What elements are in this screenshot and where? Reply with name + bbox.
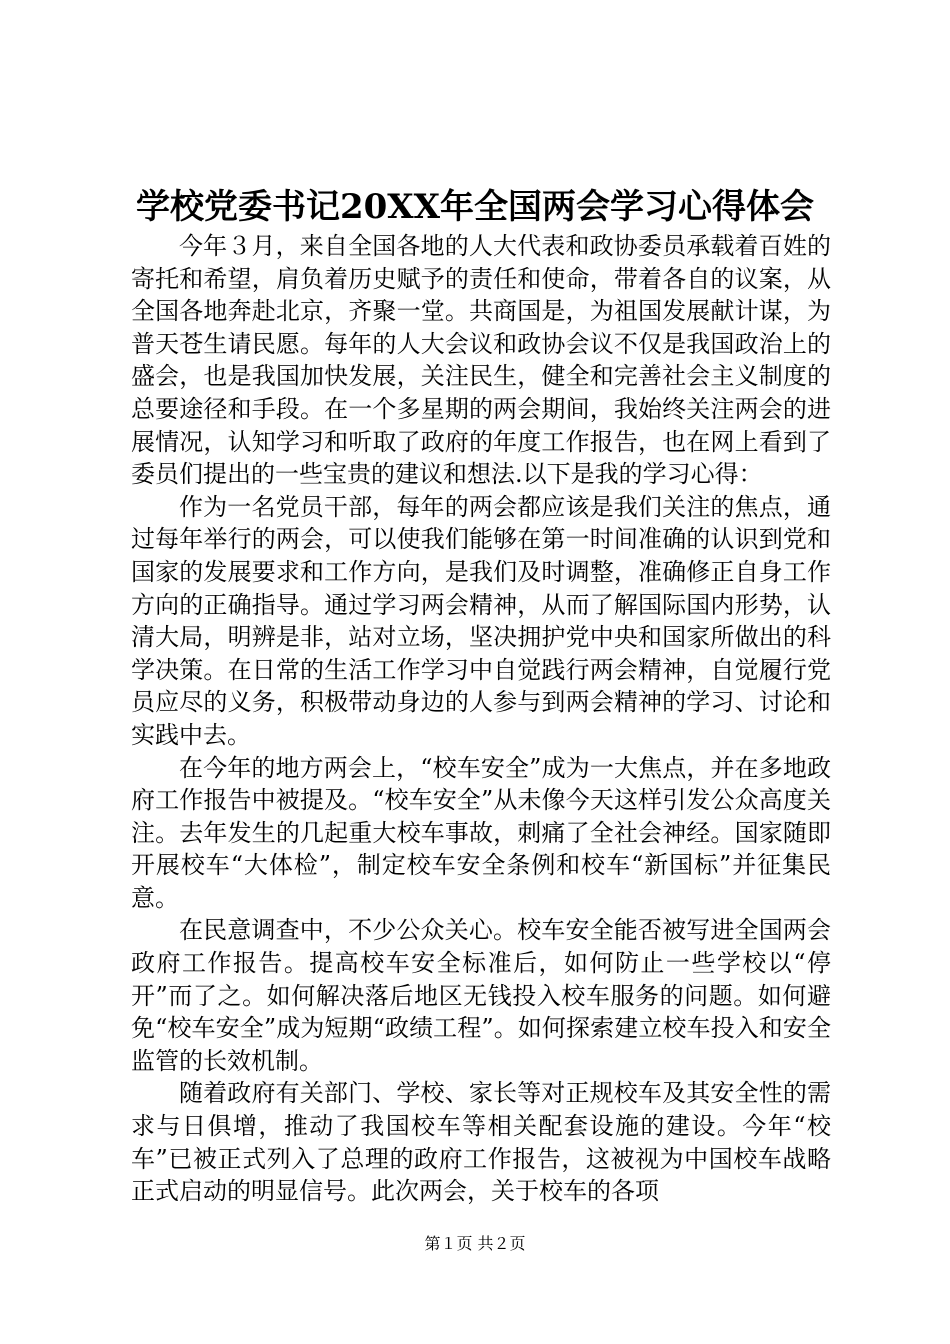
page-footer: 第１页 共２页 <box>424 1234 526 1253</box>
document-body <box>131 230 831 1208</box>
document-title: 学校党委书记20XX年全国两会学习心得体会 <box>135 187 815 227</box>
paragraph-2: 作为一名党员干部，每年的两会都应该是我们关注的焦点，通过每年举行的两会，可以使我们能够在第一时间准确的认识到党和国家的发展要求和工作方向，是我们及时调整，准确修正自身工作方向的正确指导。通过学习两会精神，从而了解国际国内形势，认清大局，明辨是非，站对立场，坚决拥护党中央和国家所做出的科学决策。在日常的生活工作学习中自觉践行两会精神，自觉履行党员应尽的义务，积极带动身边的人参与到两会精神的学习、讨论和实践中去。 <box>131 492 831 749</box>
paragraph-1: 今年３月，来自全国各地的人大代表和政协委员承载着百姓的寄托和希望，肩负着历史赋予的责任和使命，带着各自的议案，从全国各地奔赴北京，齐聚一堂。共商国是，为祖国发展献计谋，为普天苍生请民愿。每年的人大会议和政协会议不仅是我国政治上的盛会，也是我国加快发展，关注民生，健全和完善社会主义制度的总要途径和手段。在一个多星期的两会期间，我始终关注两会的进展情况，认知学习和听取了政府的年度工作报告，也在网上看到了委员们提出的一些宝贵的建议和想法.以下是我的学习心得： <box>131 232 831 489</box>
paragraph-3: 在今年的地方两会上，“校车安全”成为一大焦点，并在多地政府工作报告中被提及。“校车安全”从未像今天这样引发公众高度关注。去年发生的几起重大校车事故，刺痛了全社会神经。国家随即开展校车“大体检”，制定校车安全条例和校车“新国标”并征集民意。 <box>131 753 831 912</box>
paragraph-4: 在民意调查中，不少公众关心。校车安全能否被写进全国两会政府工作报告。提高校车安全标准后，如何防止一些学校以“停开”而了之。如何解决落后地区无钱投入校车服务的问题。如何避免“校车安全”成为短期“政绩工程”。如何探索建立校车投入和安全监管的长效机制。 <box>131 916 831 1075</box>
paragraph-5: 随着政府有关部门、学校、家长等对正规校车及其安全性的需求与日俱增，推动了我国校车等相关配套设施的建设。今年“校车”已被正式列入了总理的政府工作报告，这被视为中国校车战略正式启动的明显信号。此次两会，关于校车的各项 <box>131 1079 831 1206</box>
